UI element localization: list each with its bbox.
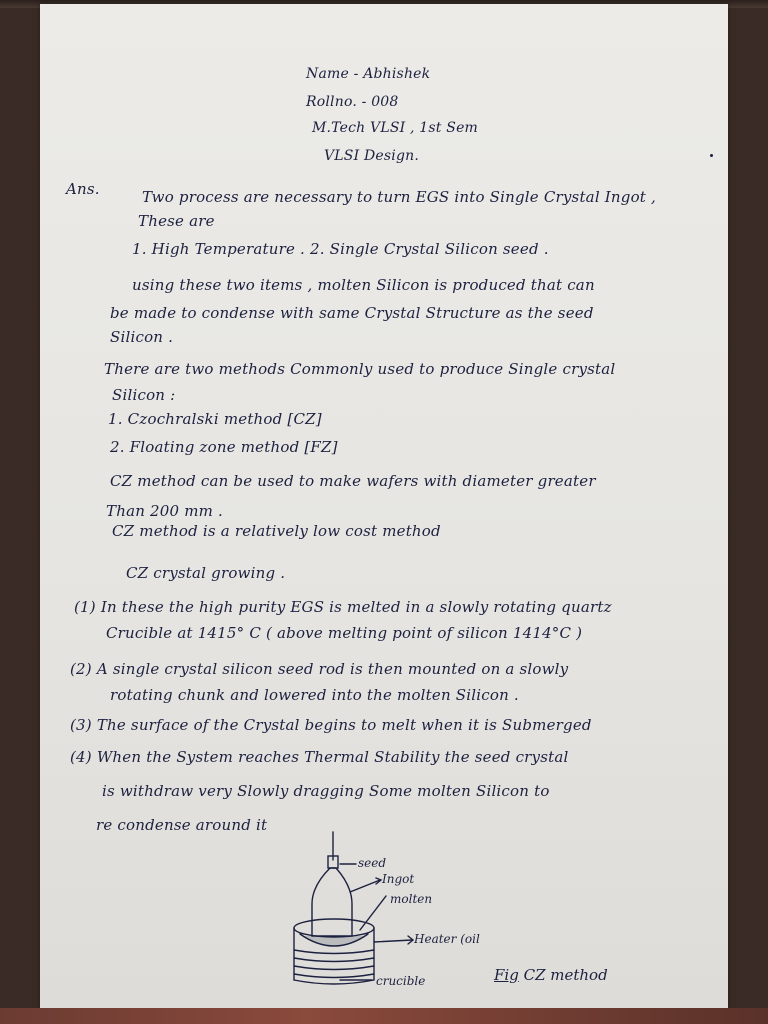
step-line: is withdraw very Slowly dragging Some molten Silicon to xyxy=(102,782,550,800)
subject-title: VLSI Design. xyxy=(324,148,419,164)
figure-caption-text: CZ method xyxy=(523,966,608,984)
ink-dot xyxy=(710,154,713,157)
answer-line: Two process are necessary to turn EGS into Single Crystal Ingot , xyxy=(142,188,656,206)
step-line: (1) In these the high purity EGS is melted in a slowly rotating quartz xyxy=(74,598,612,616)
answer-line: 1. High Temperature . 2. Single Crystal Silicon seed . xyxy=(132,240,549,258)
seed-label: seed xyxy=(358,856,387,870)
method-list-item: 2. Floating zone method [FZ] xyxy=(110,438,338,456)
molten-label: molten xyxy=(390,892,433,906)
answer-line: using these two items , molten Silicon is produced that can xyxy=(132,276,595,294)
answer-line: There are two methods Commonly used to produce Single crystal xyxy=(104,360,616,378)
roll-number: Rollno. - 008 xyxy=(306,94,399,110)
ingot-label: Ingot xyxy=(382,872,415,886)
answer-line: Silicon : xyxy=(112,386,176,404)
answer-line: CZ method can be used to make wafers with diameter greater xyxy=(110,472,596,490)
student-name: Name - Abhishek xyxy=(306,66,431,82)
answer-label: Ans. xyxy=(66,180,100,198)
answer-line: be made to condense with same Crystal Structure as the seed xyxy=(110,304,594,322)
figure-caption-prefix: Fig xyxy=(494,966,519,984)
notebook-page xyxy=(40,4,728,1012)
figure-caption xyxy=(494,966,608,984)
step-line: (2) A single crystal silicon seed rod is then mounted on a slowly xyxy=(70,660,569,678)
crucible-label: crucible xyxy=(376,974,426,988)
subheading: CZ crystal growing . xyxy=(126,564,286,582)
course-info: M.Tech VLSI , 1st Sem xyxy=(312,120,479,136)
photo-background-bottom xyxy=(0,1008,768,1024)
step-line: (4) When the System reaches Thermal Stability the seed crystal xyxy=(70,748,569,766)
step-line: rotating chunk and lowered into the molten Silicon . xyxy=(110,686,519,704)
step-line: Crucible at 1415° C ( above melting point of silicon 1414°C ) xyxy=(106,624,583,642)
answer-line: Silicon . xyxy=(110,328,174,346)
step-line: (3) The surface of the Crystal begins to melt when it is Submerged xyxy=(70,716,592,734)
cz-method-diagram xyxy=(280,830,480,1000)
answer-line: CZ method is a relatively low cost method xyxy=(112,522,441,540)
answer-line: These are xyxy=(138,212,215,230)
answer-line: Than 200 mm . xyxy=(106,502,224,520)
step-line: re condense around it xyxy=(96,816,268,834)
method-list-item: 1. Czochralski method [CZ] xyxy=(108,410,322,428)
heater-label: Heater (oil xyxy=(414,932,480,946)
